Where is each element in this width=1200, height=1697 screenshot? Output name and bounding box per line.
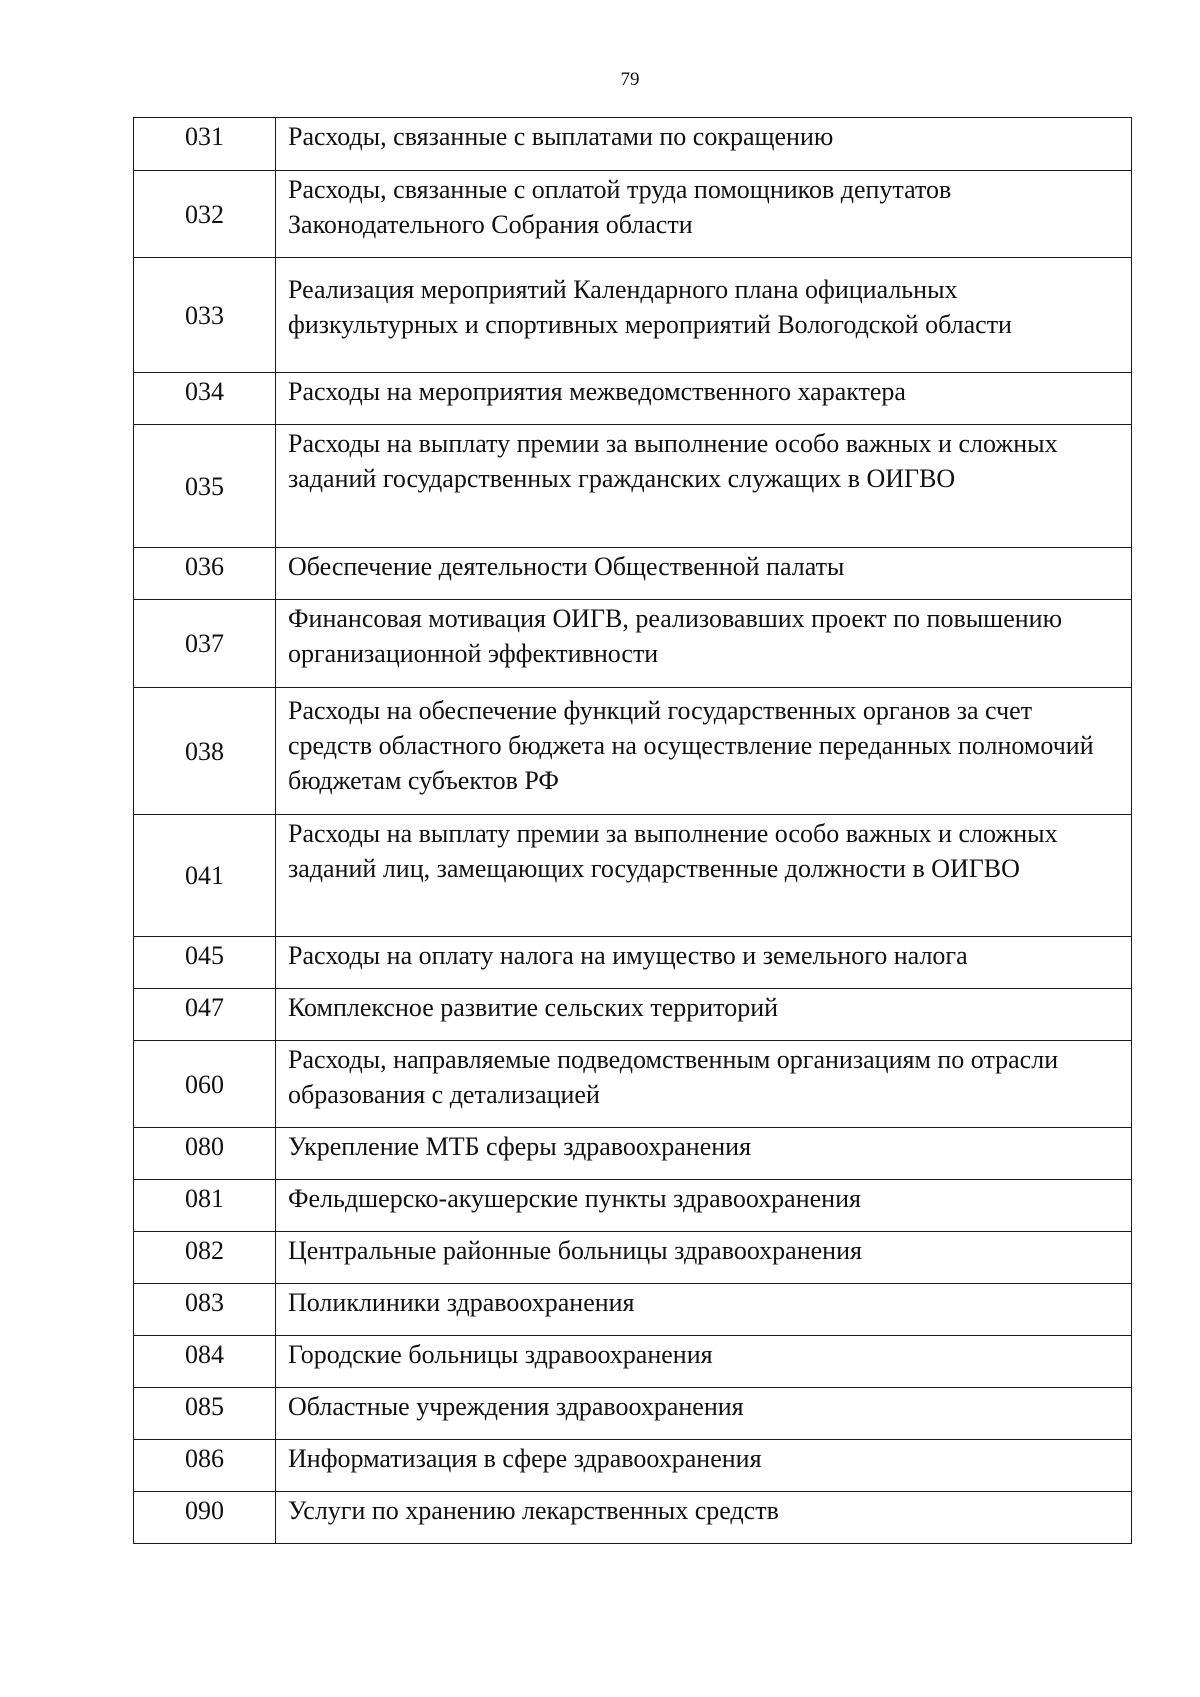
description-cell: Областные учреждения здравоохранения xyxy=(276,1388,1132,1440)
code-cell: 082 xyxy=(134,1232,276,1284)
description-cell: Расходы, связанные с выплатами по сокращению xyxy=(276,118,1132,171)
code-cell: 047 xyxy=(134,989,276,1041)
description-cell: Поликлиники здравоохранения xyxy=(276,1284,1132,1336)
description-cell: Обеспечение деятельности Общественной палаты xyxy=(276,548,1132,600)
description-cell: Укрепление МТБ сферы здравоохранения xyxy=(276,1128,1132,1180)
table-row xyxy=(134,815,1132,937)
table-row xyxy=(134,1041,1132,1128)
description-cell: Фельдшерско-акушерские пункты здравоохранения xyxy=(276,1180,1132,1232)
code-cell: 035 xyxy=(134,425,276,548)
page-number: 79 xyxy=(620,69,640,90)
description-cell: Расходы на мероприятия межведомственного характера xyxy=(276,373,1132,425)
description-cell: Расходы, связанные с оплатой труда помощников депутатов Законодательного Собрания области xyxy=(276,171,1132,258)
code-cell: 034 xyxy=(134,373,276,425)
description-cell: Расходы на оплату налога на имущество и земельного налога xyxy=(276,937,1132,989)
description-cell: Комплексное развитие сельских территорий xyxy=(276,989,1132,1041)
expense-codes-table xyxy=(133,117,1132,1544)
code-cell: 031 xyxy=(134,118,276,171)
code-cell: 083 xyxy=(134,1284,276,1336)
code-cell: 081 xyxy=(134,1180,276,1232)
table-row xyxy=(134,548,1132,600)
code-cell: 033 xyxy=(134,258,276,373)
code-cell: 086 xyxy=(134,1440,276,1492)
table-row xyxy=(134,1232,1132,1284)
code-cell: 041 xyxy=(134,815,276,937)
table-row xyxy=(134,1492,1132,1544)
table-row xyxy=(134,1336,1132,1388)
code-cell: 090 xyxy=(134,1492,276,1544)
table-row xyxy=(134,600,1132,688)
code-cell: 080 xyxy=(134,1128,276,1180)
description-cell: Расходы, направляемые подведомственным организациям по отрасли образования с детализацией xyxy=(276,1041,1132,1128)
table-row xyxy=(134,1388,1132,1440)
table-row xyxy=(134,688,1132,815)
table-row xyxy=(134,937,1132,989)
description-cell: Расходы на выплату премии за выполнение особо важных и сложных заданий государственных гражданских служащих в ОИГВО xyxy=(276,425,1132,548)
table-row xyxy=(134,1440,1132,1492)
code-cell: 036 xyxy=(134,548,276,600)
code-cell: 060 xyxy=(134,1041,276,1128)
code-cell: 038 xyxy=(134,688,276,815)
table-row xyxy=(134,1180,1132,1232)
description-cell: Финансовая мотивация ОИГВ, реализовавших проект по повышению организационной эффективности xyxy=(276,600,1132,688)
description-cell: Центральные районные больницы здравоохранения xyxy=(276,1232,1132,1284)
code-cell: 045 xyxy=(134,937,276,989)
table-row xyxy=(134,1128,1132,1180)
table-row xyxy=(134,118,1132,171)
code-cell: 085 xyxy=(134,1388,276,1440)
table-row xyxy=(134,373,1132,425)
description-cell: Реализация мероприятий Календарного плана официальных физкультурных и спортивных мероприятий Вологодской области xyxy=(276,258,1132,373)
description-cell: Информатизация в сфере здравоохранения xyxy=(276,1440,1132,1492)
description-cell: Городские больницы здравоохранения xyxy=(276,1336,1132,1388)
code-cell: 084 xyxy=(134,1336,276,1388)
table-row xyxy=(134,1284,1132,1336)
table-row xyxy=(134,258,1132,373)
table-row xyxy=(134,171,1132,258)
description-cell: Расходы на выплату премии за выполнение особо важных и сложных заданий лиц, замещающих государственные должности в ОИГВО xyxy=(276,815,1132,937)
code-cell: 037 xyxy=(134,600,276,688)
table-row xyxy=(134,425,1132,548)
code-cell: 032 xyxy=(134,171,276,258)
table-row xyxy=(134,989,1132,1041)
description-cell: Услуги по хранению лекарственных средств xyxy=(276,1492,1132,1544)
description-cell: Расходы на обеспечение функций государственных органов за счет средств областного бюджета на осуществление переданных полномочий бюджетам субъектов РФ xyxy=(276,688,1132,815)
